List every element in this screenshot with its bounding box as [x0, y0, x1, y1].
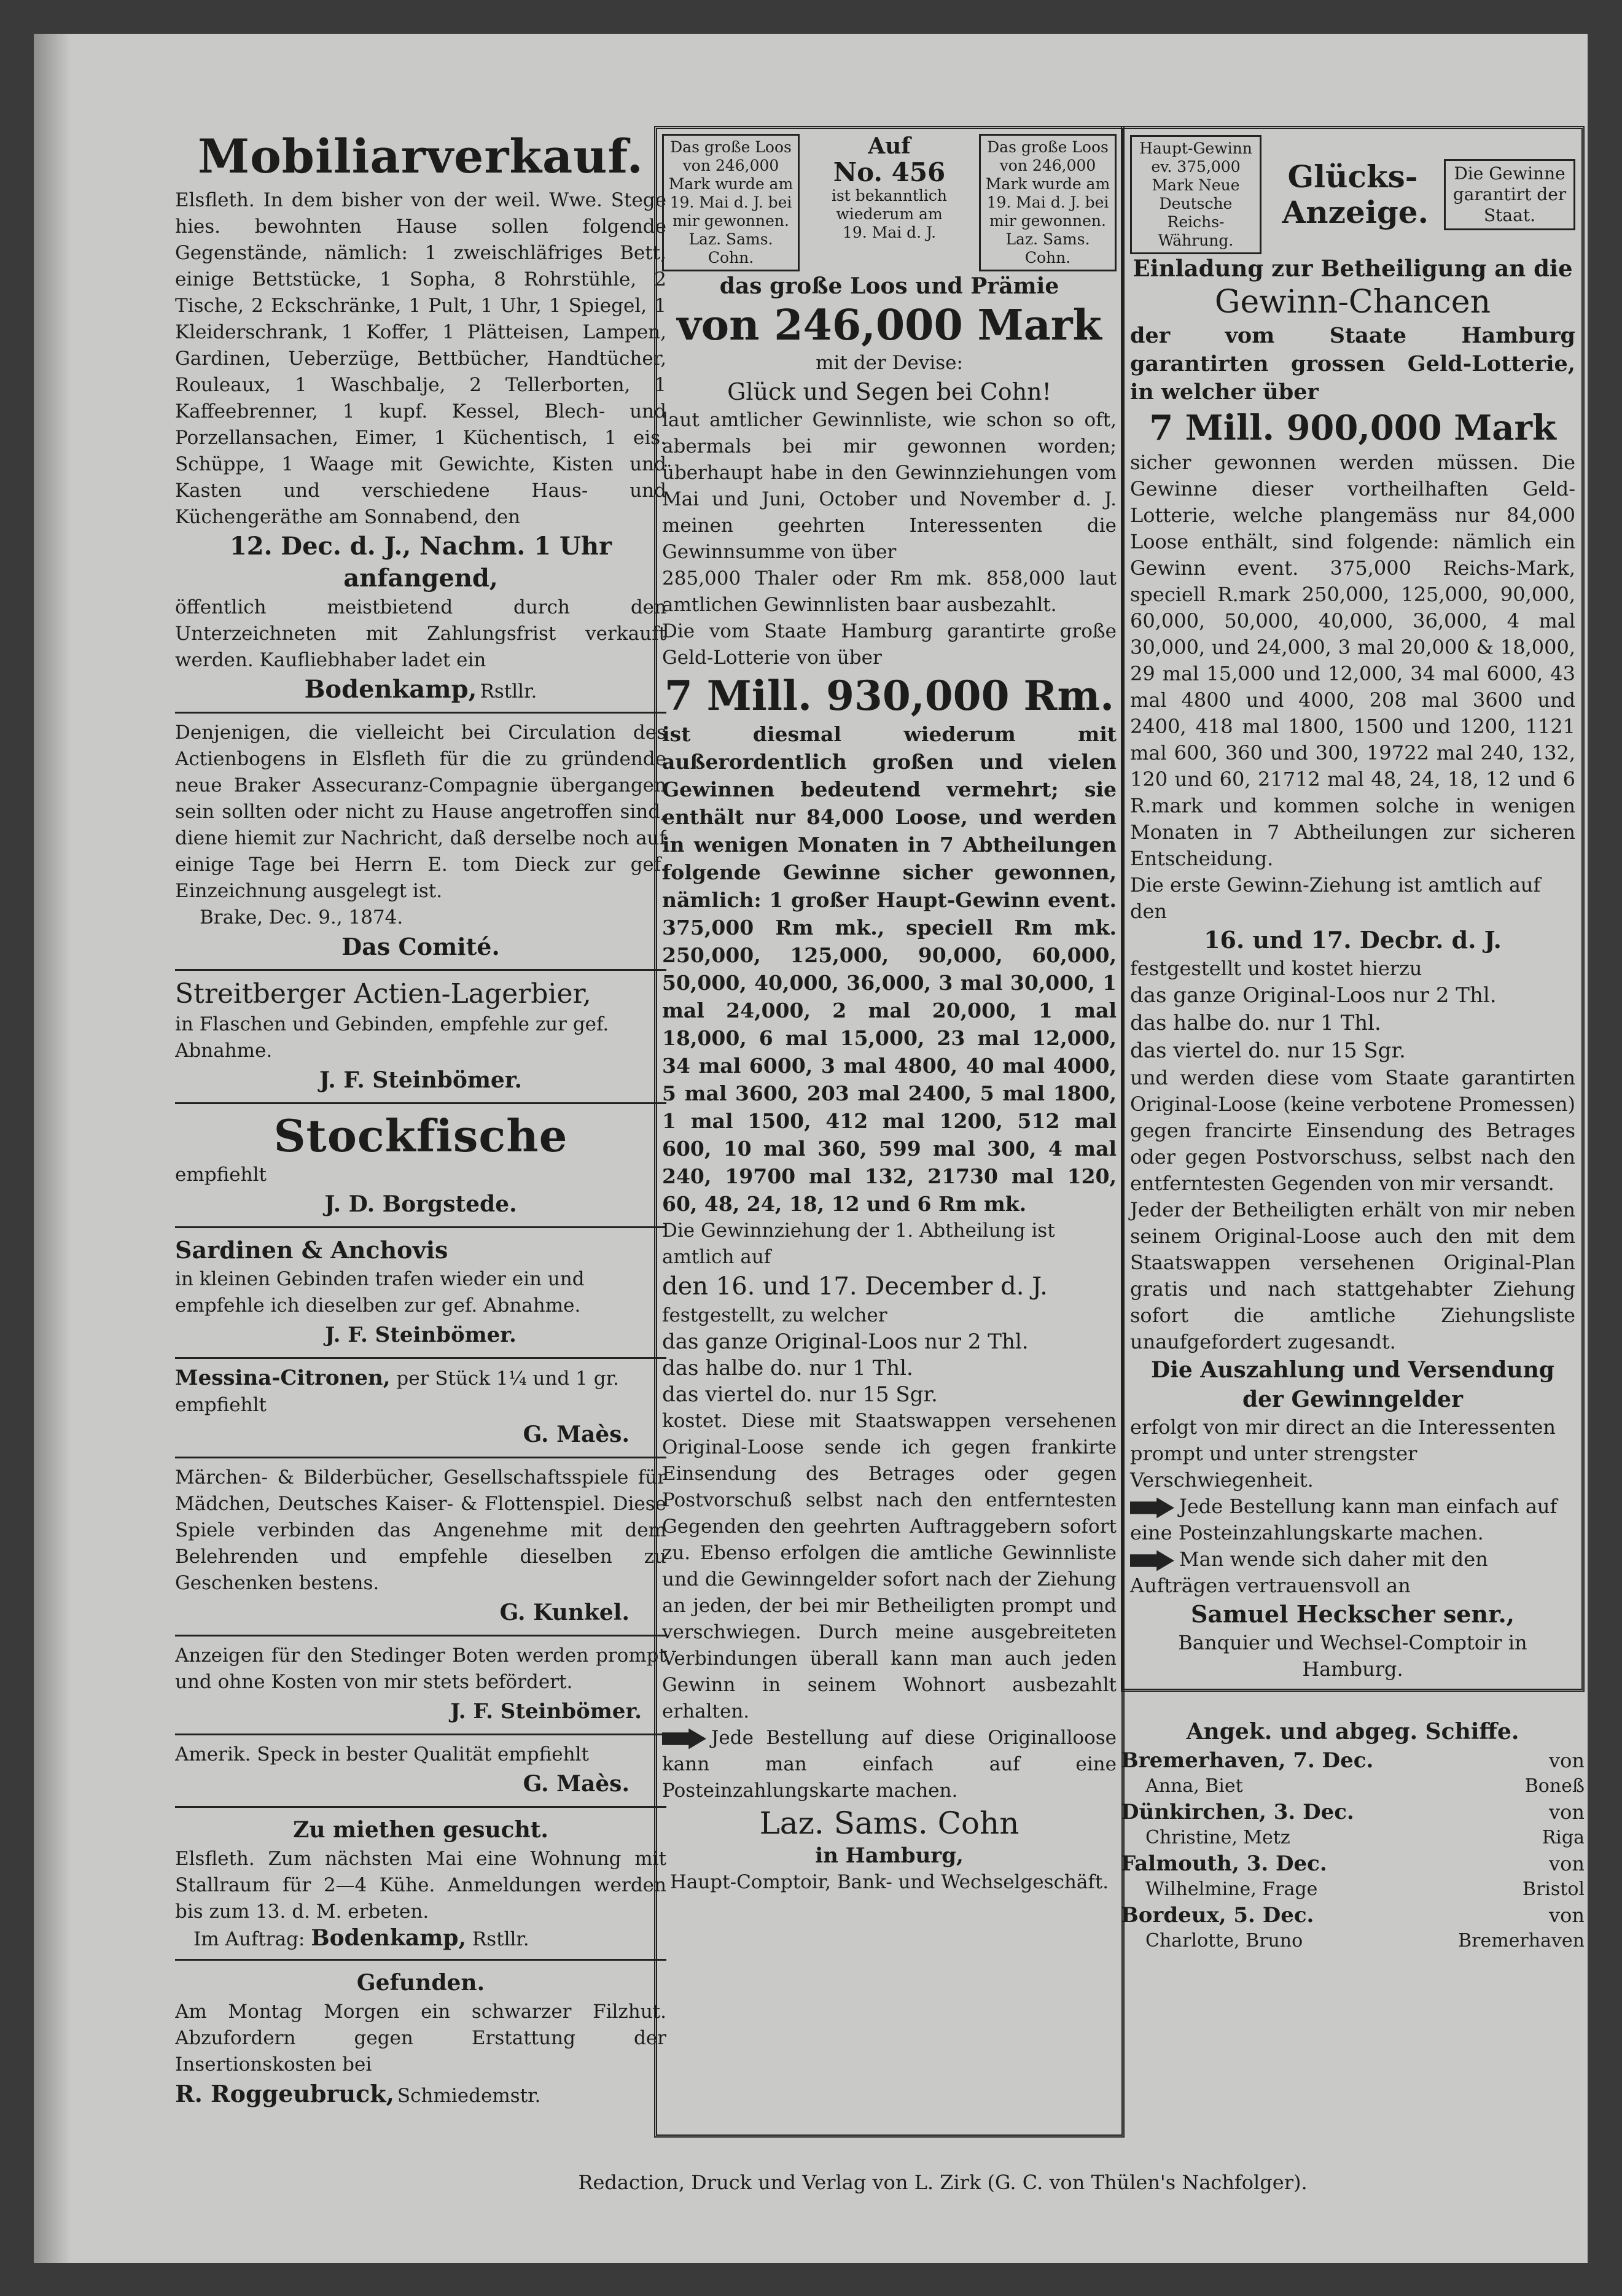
ad-body: Jede Bestellung auf diese Originalloose kann man einfach auf eine Posteinzahlungskarte machen.	[662, 1727, 1117, 1802]
ad-maerchen	[175, 1465, 666, 1629]
column-left	[175, 126, 666, 2110]
ad-braker	[175, 720, 666, 963]
ad-body: Die Gewinnziehung der 1. Abtheilung ist amtlich auf	[662, 1220, 1055, 1268]
ad-line: Einladung zur Betheiligung an die	[1133, 255, 1573, 282]
ship-name-row	[1121, 1826, 1585, 1850]
ship-port-row	[1121, 1747, 1585, 1774]
ad-headline: 7 Mill. 900,000 Mark	[1149, 408, 1556, 448]
ad-signer: J. F. Steinbömer.	[325, 1323, 517, 1347]
ad-subheadline: Die Auszahlung und Versendung der Gewinngelder	[1151, 1357, 1554, 1412]
ad-line: mit der Devise:	[816, 352, 963, 374]
ad-speck	[175, 1741, 666, 1800]
ship-name-row	[1121, 1877, 1585, 1902]
ship-name-row	[1121, 1929, 1585, 1953]
ad-body: Am Montag Morgen ein schwarzer Filzhut. Abzufordern gegen Erstattung der Insertionskosten bei	[175, 2001, 666, 2076]
ad-gefunden	[175, 1967, 666, 2110]
ship-port-row	[1121, 1799, 1585, 1826]
ship-name: Charlotte, Bruno	[1145, 1930, 1303, 1952]
imprint-footer: Redaction, Druck und Verlag von L. Zirk (G. C. von Thülen's Nachfolger).	[578, 2171, 1308, 2194]
ship-place: Boneß	[1524, 1775, 1585, 1797]
ad-title: Zu miethen gesucht.	[293, 1817, 548, 1843]
ship-direction: von	[1549, 1852, 1585, 1875]
ad-mobiliarverkauf	[175, 126, 666, 706]
ad-body: Elsfleth. In dem bisher von der weil. Wwe. Stege hies. bewohnten Hause sollen folgende Gegenstände, nämlich: 1 zweischläfriges Bett, einige Bettstücke, 1 Sopha, 8 Rohrstühle, 2 Tische, 2 Eckschränke, 1 Pult, 1 Uhr, 1 Spiegel, 1 Kleiderschrank, 1 Koffer, 1 Plätteisen, Lampen, Gardinen, Ueberzüge, Bettbücher, Handtücher, Rouleaux, 1 Waschbalje, 2 Tellerborten, 1 Kaffeebrenner, 1 kupf. Kessel, Blech- und Porzellansachen, Eimer, 1 Küchentisch, 1 eis. Schüppe, 1 Waage mit Gewichte, Kisten und Kasten und verschiedene Haus- und Küchengeräthe am Sonnabend, den	[175, 189, 666, 528]
ad-signer-title: Schmiedemstr.	[397, 2085, 541, 2107]
ad-signer-title: Rstllr.	[472, 1928, 529, 1950]
header-box-right: Das große Loos von 246,000 Mark wurde am 19. Mai d. J. bei mir gewonnen. Laz. Sams. Cohn.	[979, 134, 1117, 271]
ships-title: Angek. und abgeg. Schiffe.	[1186, 1719, 1519, 1745]
divider	[175, 712, 666, 714]
header-mid-number: No. 456	[833, 157, 946, 187]
ship-port: Bordeux, 5. Dec.	[1121, 1903, 1314, 1928]
ship-direction: von	[1549, 1904, 1585, 1927]
ad-header-row	[1130, 135, 1575, 254]
ad-line: das große Loos und Prämie	[719, 273, 1059, 299]
ad-date: 12. Dec. d. J., Nachm. 1 Uhr anfangend,	[229, 532, 612, 593]
ship-direction: von	[1549, 1749, 1585, 1772]
ad-signer: Bodenkamp,	[311, 1925, 466, 1951]
ad-cohn-lottery	[654, 126, 1125, 2138]
column-right	[1121, 126, 1585, 1953]
header-box-right: Die Gewinne garantirt der Staat.	[1444, 159, 1575, 230]
ad-signer: J. D. Borgstede.	[324, 1191, 517, 1217]
price-line: das halbe do. nur 1 Thl.	[1130, 1011, 1381, 1035]
ad-headline: von 246,000 Mark	[677, 301, 1102, 350]
ad-title: Stockfische	[273, 1110, 568, 1162]
ad-signer: R. Roggeubruck,	[175, 2080, 394, 2107]
divider	[175, 1357, 666, 1359]
ad-signer-title: Rstllr.	[480, 680, 537, 702]
ad-body: Märchen- & Bilderbücher, Gesellschaftsspiele für Mädchen, Deutsches Kaiser- & Flottenspiel. Diese Spiele verbinden das Angenehme mit dem Belehrenden und empfehle dieselben zu Geschenken bestens.	[175, 1466, 666, 1594]
ship-place: Bremerhaven	[1458, 1930, 1585, 1952]
ad-advertiser-name: Laz. Sams. Cohn	[759, 1805, 1020, 1841]
ad-body: empfiehlt	[175, 1164, 267, 1186]
divider	[175, 1806, 666, 1808]
ad-signer: G. Maès.	[523, 1771, 630, 1797]
ad-signer: G. Maès.	[523, 1422, 630, 1447]
ship-name-row	[1121, 1774, 1585, 1799]
ad-body: erfolgt von mir direct an die Interessenten prompt und unter strengster Verschwiegenheit.	[1130, 1415, 1556, 1492]
ad-heckscher-lottery	[1121, 126, 1585, 1692]
ad-advertiser-city: in Hamburg,	[815, 1843, 964, 1868]
ad-advertiser-name: Samuel Heckscher senr.,	[1190, 1600, 1515, 1628]
price-line: das halbe do. nur 1 Thl.	[662, 1356, 913, 1380]
ship-port: Falmouth, 3. Dec.	[1121, 1851, 1327, 1876]
ship-name: Wilhelmine, Frage	[1145, 1878, 1318, 1900]
pointing-hand-icon	[1130, 1498, 1174, 1519]
ad-body: Die vom Staate Hamburg garantirte große Geld-Lotterie von über	[662, 620, 1117, 669]
header-mid-text: ist bekanntlich wiederum am 19. Mai d. J.	[831, 187, 947, 241]
ad-place-date: Brake, Dec. 9., 1874.	[200, 906, 404, 928]
ad-signer: G. Kunkel.	[499, 1600, 630, 1625]
divider	[175, 1226, 666, 1228]
price-line: das viertel do. nur 15 Sgr.	[662, 1382, 938, 1407]
ships-entries	[1121, 1747, 1585, 1953]
ad-body: Denjenigen, die vielleicht bei Circulation des Actienbogens in Elsfleth für die zu gründende neue Braker Assecuranz-Compagnie übergangen sein sollten oder nicht zu Hause angetroffen sind, diene hiemit zur Nachricht, daß derselbe noch auf einige Tage bei Herrn E. tom Dieck zur gef. Einzeichnung ausgelegt ist.	[175, 722, 666, 902]
ad-signer: J. F. Steinbömer.	[319, 1067, 523, 1093]
ship-direction: von	[1549, 1800, 1585, 1824]
header-box-mid: Glücks-Anzeige.	[1282, 158, 1429, 230]
ad-body: 285,000 Thaler oder Rm mk. 858,000 laut amtlichen Gewinnlisten baar ausbezahlt.	[662, 567, 1117, 616]
ship-port-row	[1121, 1902, 1585, 1929]
ad-advertiser-office: Haupt-Comptoir, Bank- und Wechselgeschäft.	[669, 1871, 1109, 1893]
ad-header-row	[662, 134, 1117, 271]
ad-body: und werden diese vom Staate garantirten Original-Loose (keine verbotene Promessen) gegen francirte Einsendung des Betrages oder gegen Postvorschuss, selbst nach den entferntesten Gegenden von mir versandt.	[1130, 1066, 1575, 1195]
ad-signer-pre: Im Auftrag:	[193, 1928, 305, 1950]
price-line: das ganze Original-Loos nur 2 Thl.	[662, 1329, 1029, 1354]
pointing-hand-icon	[1130, 1551, 1174, 1571]
price-line: das ganze Original-Loos nur 2 Thl.	[1130, 983, 1497, 1008]
ad-body: öffentlich meistbietend durch den Unterzeichneten mit Zahlungsfrist verkauft werden. Kaufliebhaber ladet ein	[175, 596, 666, 671]
ship-name: Christine, Metz	[1145, 1827, 1290, 1848]
ship-port: Dünkirchen, 3. Dec.	[1121, 1800, 1354, 1824]
ad-dates: den 16. und 17. December d. J.	[662, 1272, 1048, 1301]
ship-place: Bristol	[1522, 1878, 1585, 1900]
ship-name: Anna, Biet	[1145, 1775, 1243, 1797]
ad-body: sicher gewonnen werden müssen. Die Gewinne dieser vortheilhaften Geld-Lotterie, welche plangemäss nur 84,000 Loose enthält, sind folgende: nämlich ein Gewinn event. 375,000 Reichs-Mark, speciell R.mark 250,000, 125,000, 90,000, 60,000, 50,000, 40,000, 36,000, 4 mal 30,000, und 24,000, 3 mal 20,000 & 18,000, 29 mal 15,000 und 12,000, 34 mal 6000, 43 mal 4800 und 4000, 208 mal 3600 und 2400, 418 mal 1800, 1500 und 1200, 1121 mal 600, 360 und 300, 19722 mal 240, 132, 120 und 60, 21712 mal 48, 24, 18, 12 und 6 R.mark und kommen solche in wenigen Monaten in 7 Abtheilungen zur sicheren Entscheidung.	[1130, 451, 1575, 870]
ship-place: Riga	[1542, 1827, 1585, 1848]
header-mid-top: Auf	[868, 133, 911, 159]
ad-body: Jeder der Betheiligten erhält von mir neben seinem Original-Loose auch den mit dem Staatswappen versehenen Original-Plan gratis und nach stattgehabter Ziehung sofort die amtliche Ziehungsliste unaufgefordert zugesandt.	[1130, 1198, 1575, 1353]
ad-body: in Flaschen und Gebinden, empfehle zur gef. Abnahme.	[175, 1013, 609, 1062]
price-line: das viertel do. nur 15 Sgr.	[1130, 1038, 1406, 1063]
ad-headline: 7 Mill. 930,000 Rm.	[664, 672, 1115, 720]
ships-list	[1121, 1716, 1585, 1953]
ad-title: Messina-Citronen,	[175, 1366, 391, 1390]
ad-body: Amerik. Speck in bester Qualität empfiehlt	[175, 1743, 589, 1765]
ad-title: Streitberger Actien-Lagerbier,	[175, 978, 591, 1010]
divider	[175, 1102, 666, 1104]
ad-bier	[175, 977, 666, 1096]
ad-title: Gefunden.	[356, 1970, 485, 1996]
divider	[175, 1457, 666, 1458]
ad-advertiser-office: Banquier und Wechsel-Comptoir in Hamburg.	[1178, 1631, 1527, 1681]
ad-body: Die erste Gewinn-Ziehung ist amtlich auf den	[1130, 873, 1541, 923]
divider	[175, 1959, 666, 1961]
ad-body: laut amtlicher Gewinnliste, wie schon so oft, abermals bei mir gewonnen worden; überhaupt habe in den Gewinnziehungen vom Mai und Juni, October und November d. J. meinen geehrten Interessenten die Gewinnsumme von über	[662, 409, 1117, 563]
ad-body: per Stück 1¼ und 1 gr. empfiehlt	[175, 1368, 619, 1416]
ship-port-row	[1121, 1850, 1585, 1877]
ad-body: festgestellt, zu welcher	[662, 1304, 887, 1326]
divider	[175, 1635, 666, 1636]
header-box-left: Das große Loos von 246,000 Mark wurde am 19. Mai d. J. bei mir gewonnen. Laz. Sams. Cohn.	[662, 134, 800, 271]
ship-port: Bremerhaven, 7. Dec.	[1121, 1748, 1374, 1773]
ad-body: Jede Bestellung kann man einfach auf eine Posteinzahlungskarte machen.	[1130, 1495, 1558, 1544]
ad-line: der vom Staate Hamburg garantirten grossen Geld-Lotterie, in welcher über	[1130, 323, 1575, 405]
ad-anzeigen	[175, 1643, 666, 1727]
ad-sardinen	[175, 1234, 666, 1351]
newspaper-page	[34, 34, 1588, 2263]
ad-dates: 16. und 17. Decbr. d. J.	[1204, 926, 1502, 954]
ad-body: in kleinen Gebinden trafen wieder ein und empfehle ich dieselben zur gef. Abnahme.	[175, 1268, 585, 1317]
ad-prize-list: ist diesmal wiederum mit außerordentlich großen und vielen Gewinnen bedeutend vermehrt; sie enthält nur 84,000 Loose, und werden in wenigen Monaten in 7 Abtheilungen folgende Gewinne sicher gewonnen, nämlich: 1 großer Haupt-Gewinn event. 375,000 Rm mk., speciell Rm mk. 250,000, 125,000, 90,000, 60,000, 50,000, 40,000, 36,000, 3 mal 30,000, 1 mal 24,000, 2 mal 20,000, 1 mal 18,000, 6 mal 15,000, 23 mal 12,000, 34 mal 6000, 3 mal 4800, 40 mal 4000, 5 mal 3600, 203 mal 2400, 5 mal 1800, 1 mal 1500, 412 mal 1200, 512 mal 600, 10 mal 360, 599 mal 300, 4 mal 240, 19700 mal 132, 21730 mal 120, 60, 48, 24, 18, 12 und 6 Rm mk.	[662, 722, 1117, 1216]
pointing-hand-icon	[662, 1729, 706, 1749]
ad-body: Man wende sich daher mit den Aufträgen vertrauensvoll an	[1130, 1547, 1488, 1597]
ad-signer: Bodenkamp,	[304, 675, 477, 704]
header-box-left: Haupt-Gewinn ev. 375,000 Mark Neue Deutsche Reichs-Währung.	[1130, 135, 1261, 254]
ad-motto: Glück und Segen bei Cohn!	[727, 378, 1051, 405]
ad-signer: J. F. Steinbömer.	[450, 1699, 642, 1724]
ad-body: kostet. Diese mit Staatswappen versehenen Original-Loose sende ich gegen frankirte Einsendung des Betrages oder gegen Postvorschuß selbst nach den entferntesten Gegenden den geehrten Auftraggebern sofort zu. Ebenso erfolgen die amtliche Gewinnliste und die Gewinngelder sofort nach der Ziehung an jeden, der bei mir Betheiligten prompt und verschwiegen. Durch meine ausgebreiteten Verbindungen überall kann man auch jeden Gewinn in seinem Wohnort ausbezahlt erhalten.	[662, 1410, 1117, 1722]
header-box-mid	[828, 134, 951, 271]
ad-stockfische	[175, 1110, 666, 1220]
ad-citronen	[175, 1365, 666, 1450]
ad-signer: Das Comité.	[341, 933, 500, 960]
ad-title: Mobiliarverkauf.	[197, 129, 644, 184]
ad-title: Sardinen & Anchovis	[175, 1236, 448, 1264]
ad-body: Elsfleth. Zum nächsten Mai eine Wohnung mit Stallraum für 2—4 Kühe. Anmeldungen werden bis zum 13. d. M. erbeten.	[175, 1848, 666, 1923]
divider	[175, 1734, 666, 1735]
divider	[175, 969, 666, 971]
page-gutter-shadow	[34, 34, 71, 2263]
ad-headline: Gewinn-Chancen	[1214, 284, 1491, 321]
ad-body: festgestellt und kostet hierzu	[1130, 957, 1422, 980]
ad-body: Anzeigen für den Stedinger Boten werden prompt und ohne Kosten von mir stets befördert.	[175, 1644, 666, 1693]
ad-miethen	[175, 1814, 666, 1953]
